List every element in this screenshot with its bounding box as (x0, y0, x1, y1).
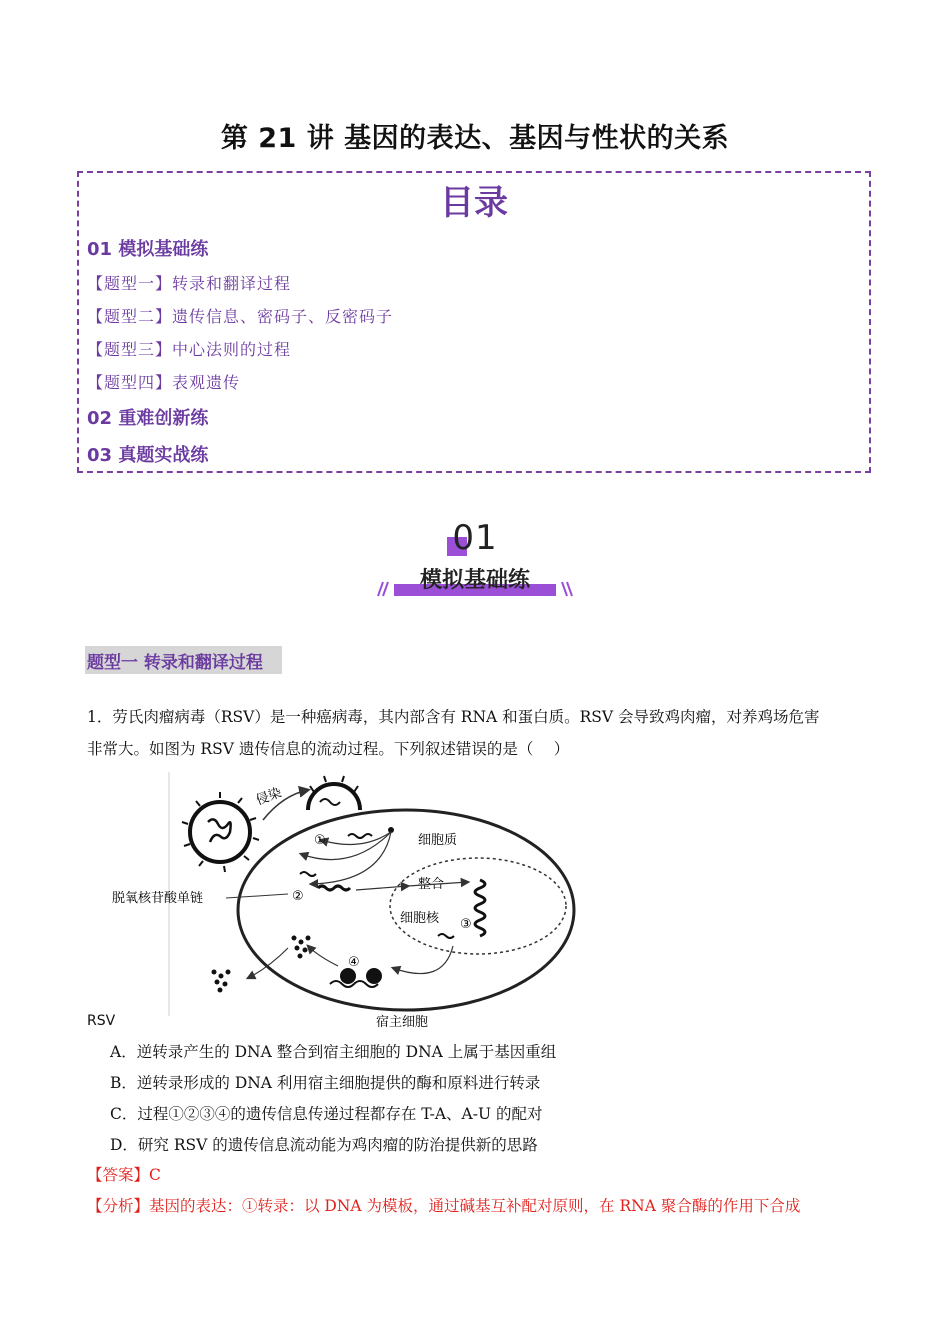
table-of-contents (77, 171, 871, 473)
topic-label: 题型一 转录和翻译过程 (87, 653, 263, 673)
label-step-2: ② (292, 889, 304, 904)
toc-section-01[interactable]: 01 模拟基础练 (87, 239, 209, 260)
toc-section-02[interactable]: 02 重难创新练 (87, 408, 209, 429)
toc-item-type4[interactable]: 【题型四】表观遗传 (87, 373, 241, 392)
rsv-diagram (108, 770, 588, 1032)
topic-band (85, 646, 282, 674)
figure-label-rsv: RSV (87, 1013, 116, 1029)
option-c[interactable]: C．过程①②③④的遗传信息传递过程都存在 T-A、A-U 的配对 (110, 1105, 543, 1123)
slash-decoration-left (372, 578, 394, 600)
toc-item-type3[interactable]: 【题型三】中心法则的过程 (87, 340, 292, 359)
label-step-3: ③ (460, 917, 472, 932)
virus-icon (182, 792, 259, 872)
option-b[interactable]: B．逆转录形成的 DNA 利用宿主细胞提供的酶和原料进行转录 (110, 1074, 541, 1092)
label-step-1: ① (314, 833, 326, 848)
option-d[interactable]: D．研究 RSV 的遗传信息流动能为鸡肉瘤的防治提供新的思路 (110, 1136, 538, 1154)
toc-heading: 目录 (440, 183, 508, 223)
page-title: 第 21 讲 基因的表达、基因与性状的关系 (220, 123, 730, 154)
slash-decoration-right (556, 578, 578, 600)
section-number: 01 (452, 518, 498, 558)
label-host-cell: 宿主细胞 (376, 1015, 429, 1030)
toc-item-type1[interactable]: 【题型一】转录和翻译过程 (87, 274, 292, 293)
entering-virus-icon (308, 776, 360, 810)
label-cytoplasm: 细胞质 (418, 833, 458, 848)
toc-item-type2[interactable]: 【题型二】遗传信息、密码子、反密码子 (87, 307, 394, 326)
section-title: 模拟基础练 (419, 568, 530, 593)
label-integrate: 整合 (418, 877, 445, 892)
label-step-4: ④ (348, 955, 360, 970)
label-infect: 侵染 (254, 785, 284, 809)
label-nucleus: 细胞核 (400, 911, 440, 926)
answer-line: 【答案】C (87, 1166, 161, 1184)
analysis-line: 【分析】基因的表达：①转录：以 DNA 为模板，通过碱基互补配对原则，在 RNA 聚合酶的作用下合成 (87, 1197, 801, 1215)
label-ss-dna: 脱氧核苷酸单链 (112, 891, 204, 906)
question-text-line2: 非常大。如图为 RSV 遗传信息的流动过程。下列叙述错误的是（ ） (87, 740, 570, 758)
toc-section-03[interactable]: 03 真题实战练 (87, 445, 209, 466)
question-text-line1: 1．劳氏肉瘤病毒（RSV）是一种癌病毒，其内部含有 RNA 和蛋白质。RSV 会导致鸡肉瘤，对养鸡场危害 (87, 708, 820, 726)
option-a[interactable]: A．逆转录产生的 DNA 整合到宿主细胞的 DNA 上属于基因重组 (110, 1043, 557, 1061)
